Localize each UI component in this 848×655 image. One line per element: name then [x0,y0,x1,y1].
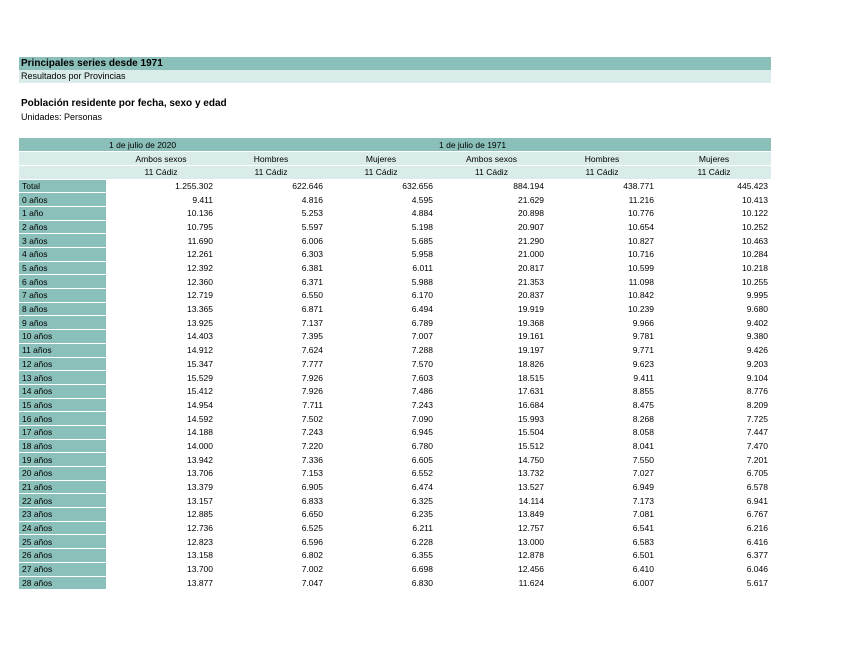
table-cell: 12.456 [436,562,547,576]
table-cell: 12.878 [436,549,547,563]
results-subbanner: Resultados por Provincias [19,70,771,83]
table-cell: 15.412 [106,384,216,398]
table-cell: 7.137 [216,316,326,330]
table-cell: 4.816 [216,193,326,207]
period-1971: 1 de julio de 1971 [436,138,771,152]
table-cell: 9.380 [657,330,771,344]
col-header: Mujeres [657,152,771,166]
row-label: 19 años [19,453,106,467]
table-cell: 13.365 [106,302,216,316]
col-header: Mujeres [326,152,436,166]
table-cell: 6.830 [326,576,436,590]
table-cell: 9.771 [547,343,657,357]
row-label: 2 años [19,220,106,234]
table-cell: 6.474 [326,480,436,494]
table-row [19,425,771,439]
series-banner: Principales series desde 1971 [19,57,771,70]
row-label: 24 años [19,521,106,535]
table-cell: 6.525 [216,521,326,535]
table-cell: 9.781 [547,330,657,344]
table-cell: 14.000 [106,439,216,453]
table-row [19,248,771,262]
province-header: 11 Cádiz [436,165,547,179]
table-cell: 13.942 [106,453,216,467]
row-label: 5 años [19,261,106,275]
table-cell: 11.690 [106,234,216,248]
table-cell: 7.002 [216,562,326,576]
row-label: 12 años [19,357,106,371]
stub-header [19,138,106,152]
province-header: 11 Cádiz [216,165,326,179]
table-row [19,261,771,275]
table-cell: 10.842 [547,289,657,303]
table-cell: 9.680 [657,302,771,316]
table-cell: 5.198 [326,220,436,234]
table-row [19,206,771,220]
row-label: 4 años [19,248,106,262]
row-label: 17 años [19,425,106,439]
row-label: 23 años [19,508,106,522]
table-cell: 7.570 [326,357,436,371]
table-cell: 6.541 [547,521,657,535]
table-cell: 6.216 [657,521,771,535]
table-cell: 6.767 [657,508,771,522]
table-title: Población residente por fecha, sexo y edad [21,98,227,109]
table-cell: 10.284 [657,248,771,262]
table-cell: 13.925 [106,316,216,330]
table-cell: 10.795 [106,220,216,234]
table-cell: 13.158 [106,549,216,563]
table-cell: 18.515 [436,371,547,385]
table-cell: 7.926 [216,371,326,385]
row-label: 3 años [19,234,106,248]
sex-header-row [19,152,771,166]
row-label: 13 años [19,371,106,385]
table-row [19,330,771,344]
table-row [19,343,771,357]
table-cell: 5.597 [216,220,326,234]
period-header-row [19,138,771,152]
row-label: 18 años [19,439,106,453]
table-row [19,384,771,398]
table-cell: 5.253 [216,206,326,220]
table-cell: 6.941 [657,494,771,508]
table-cell: 6.228 [326,535,436,549]
row-label: 1 año [19,206,106,220]
table-row [19,412,771,426]
table-row [19,439,771,453]
table-cell: 12.719 [106,289,216,303]
table-cell: 7.711 [216,398,326,412]
table-cell: 9.203 [657,357,771,371]
table-cell: 13.700 [106,562,216,576]
table-cell: 10.599 [547,261,657,275]
table-cell: 15.504 [436,425,547,439]
table-cell: 6.011 [326,261,436,275]
population-table [19,138,771,590]
table-cell: 7.470 [657,439,771,453]
table-cell: 20.907 [436,220,547,234]
table-cell: 11.098 [547,275,657,289]
table-cell: 6.416 [657,535,771,549]
table-cell: 7.336 [216,453,326,467]
table-cell: 19.919 [436,302,547,316]
table-cell: 5.988 [326,275,436,289]
table-row [19,398,771,412]
table-cell: 10.218 [657,261,771,275]
table-cell: 6.170 [326,289,436,303]
row-label: 20 años [19,467,106,481]
table-row [19,220,771,234]
table-cell: 6.945 [326,425,436,439]
table-cell: 7.486 [326,384,436,398]
table-cell: 19.197 [436,343,547,357]
table-cell: 8.855 [547,384,657,398]
table-cell: 6.802 [216,549,326,563]
table-row [19,289,771,303]
table-cell: 14.592 [106,412,216,426]
table-cell: 8.268 [547,412,657,426]
table-cell: 5.617 [657,576,771,590]
table-cell: 884.194 [436,179,547,193]
table-cell: 6.303 [216,248,326,262]
table-cell: 6.780 [326,439,436,453]
row-label: 7 años [19,289,106,303]
col-header: Hombres [547,152,657,166]
table-cell: 6.355 [326,549,436,563]
table-cell: 622.646 [216,179,326,193]
table-cell: 6.596 [216,535,326,549]
table-cell: 7.243 [216,425,326,439]
table-cell: 16.684 [436,398,547,412]
table-cell: 13.000 [436,535,547,549]
table-cell: 6.552 [326,467,436,481]
table-cell: 12.360 [106,275,216,289]
table-cell: 7.550 [547,453,657,467]
table-cell: 21.353 [436,275,547,289]
row-label: 8 años [19,302,106,316]
table-cell: 10.255 [657,275,771,289]
row-label: 22 años [19,494,106,508]
table-cell: 15.993 [436,412,547,426]
table-row [19,179,771,193]
table-cell: 12.261 [106,248,216,262]
table-cell: 7.395 [216,330,326,344]
table-cell: 6.905 [216,480,326,494]
table-cell: 6.578 [657,480,771,494]
table-cell: 14.750 [436,453,547,467]
table-row [19,302,771,316]
table-cell: 7.926 [216,384,326,398]
table-cell: 11.624 [436,576,547,590]
table-cell: 17.631 [436,384,547,398]
table-cell: 6.377 [657,549,771,563]
table-row [19,549,771,563]
row-label: 9 años [19,316,106,330]
province-header: 11 Cádiz [326,165,436,179]
stub-header [19,152,106,166]
row-label: 10 años [19,330,106,344]
province-header: 11 Cádiz [106,165,216,179]
table-cell: 6.381 [216,261,326,275]
table-cell: 7.288 [326,343,436,357]
table-cell: 10.239 [547,302,657,316]
table-row [19,480,771,494]
table-cell: 7.603 [326,371,436,385]
table-cell: 21.629 [436,193,547,207]
table-cell: 6.501 [547,549,657,563]
table-cell: 6.211 [326,521,436,535]
row-label: 16 años [19,412,106,426]
table-cell: 19.368 [436,316,547,330]
table-cell: 12.757 [436,521,547,535]
table-cell: 7.624 [216,343,326,357]
table-cell: 13.732 [436,467,547,481]
units-label: Unidades: Personas [21,112,103,122]
table-cell: 1.255.302 [106,179,216,193]
col-header: Ambos sexos [106,152,216,166]
table-cell: 6.583 [547,535,657,549]
table-cell: 6.871 [216,302,326,316]
table-cell: 7.153 [216,467,326,481]
table-cell: 6.949 [547,480,657,494]
table-cell: 7.201 [657,453,771,467]
table-cell: 6.410 [547,562,657,576]
table-cell: 7.173 [547,494,657,508]
table-cell: 10.122 [657,206,771,220]
table-cell: 9.966 [547,316,657,330]
province-header: 11 Cádiz [657,165,771,179]
table-cell: 6.833 [216,494,326,508]
table-cell: 7.027 [547,467,657,481]
table-cell: 14.912 [106,343,216,357]
table-cell: 7.243 [326,398,436,412]
table-cell: 10.136 [106,206,216,220]
table-cell: 6.325 [326,494,436,508]
table-cell: 11.216 [547,193,657,207]
table-cell: 20.898 [436,206,547,220]
row-label: Total [19,179,106,193]
table-cell: 6.494 [326,302,436,316]
row-label: 25 años [19,535,106,549]
table-cell: 6.605 [326,453,436,467]
table-cell: 5.685 [326,234,436,248]
table-row [19,562,771,576]
table-cell: 8.776 [657,384,771,398]
table-row [19,494,771,508]
table-cell: 7.047 [216,576,326,590]
table-row [19,576,771,590]
table-cell: 10.716 [547,248,657,262]
table-cell: 10.413 [657,193,771,207]
table-cell: 10.827 [547,234,657,248]
table-cell: 7.220 [216,439,326,453]
table-cell: 20.837 [436,289,547,303]
table-cell: 4.884 [326,206,436,220]
table-cell: 12.392 [106,261,216,275]
table-cell: 6.650 [216,508,326,522]
row-label: 6 años [19,275,106,289]
table-row [19,467,771,481]
table-row [19,316,771,330]
row-label: 27 años [19,562,106,576]
table-cell: 6.371 [216,275,326,289]
table-cell: 8.475 [547,398,657,412]
table-cell: 14.114 [436,494,547,508]
table-cell: 445.423 [657,179,771,193]
col-header: Hombres [216,152,326,166]
table-cell: 14.403 [106,330,216,344]
table-cell: 9.426 [657,343,771,357]
table-cell: 438.771 [547,179,657,193]
table-cell: 8.041 [547,439,657,453]
table-cell: 9.411 [547,371,657,385]
period-2020: 1 de julio de 2020 [106,138,436,152]
table-cell: 7.007 [326,330,436,344]
table-cell: 7.447 [657,425,771,439]
table-cell: 10.463 [657,234,771,248]
table-cell: 13.527 [436,480,547,494]
table-cell: 19.161 [436,330,547,344]
table-cell: 6.705 [657,467,771,481]
table-cell: 10.654 [547,220,657,234]
table-cell: 15.529 [106,371,216,385]
table-cell: 13.379 [106,480,216,494]
col-header: Ambos sexos [436,152,547,166]
table-row [19,234,771,248]
table-cell: 13.877 [106,576,216,590]
table-cell: 7.090 [326,412,436,426]
table-cell: 6.550 [216,289,326,303]
table-row [19,193,771,207]
table-cell: 15.347 [106,357,216,371]
table-cell: 7.502 [216,412,326,426]
table-row [19,357,771,371]
table-row [19,453,771,467]
table-cell: 21.000 [436,248,547,262]
table-cell: 12.823 [106,535,216,549]
province-header-row [19,165,771,179]
province-header: 11 Cádiz [547,165,657,179]
table-cell: 12.885 [106,508,216,522]
table-cell: 9.995 [657,289,771,303]
table-cell: 10.776 [547,206,657,220]
table-cell: 9.402 [657,316,771,330]
table-cell: 8.058 [547,425,657,439]
table-cell: 13.849 [436,508,547,522]
table-cell: 10.252 [657,220,771,234]
table-cell: 7.725 [657,412,771,426]
table-cell: 6.698 [326,562,436,576]
table-cell: 6.046 [657,562,771,576]
table-cell: 13.706 [106,467,216,481]
table-cell: 13.157 [106,494,216,508]
table-cell: 6.235 [326,508,436,522]
table-row [19,275,771,289]
row-label: 26 años [19,549,106,563]
table-cell: 14.954 [106,398,216,412]
table-cell: 7.777 [216,357,326,371]
row-label: 15 años [19,398,106,412]
table-cell: 6.006 [216,234,326,248]
table-row [19,535,771,549]
table-cell: 9.623 [547,357,657,371]
row-label: 28 años [19,576,106,590]
table-row [19,371,771,385]
row-label: 21 años [19,480,106,494]
table-cell: 632.656 [326,179,436,193]
row-label: 0 años [19,193,106,207]
table-cell: 20.817 [436,261,547,275]
table-cell: 6.007 [547,576,657,590]
table-cell: 12.736 [106,521,216,535]
row-label: 14 años [19,384,106,398]
table-cell: 8.209 [657,398,771,412]
table-row [19,521,771,535]
table-cell: 9.411 [106,193,216,207]
table-cell: 14.188 [106,425,216,439]
table-cell: 4.595 [326,193,436,207]
table-cell: 21.290 [436,234,547,248]
row-label: 11 años [19,343,106,357]
table-row [19,508,771,522]
table-cell: 5.958 [326,248,436,262]
table-cell: 9.104 [657,371,771,385]
table-cell: 18.826 [436,357,547,371]
stub-header [19,165,106,179]
table-cell: 6.789 [326,316,436,330]
table-cell: 15.512 [436,439,547,453]
table-cell: 7.081 [547,508,657,522]
